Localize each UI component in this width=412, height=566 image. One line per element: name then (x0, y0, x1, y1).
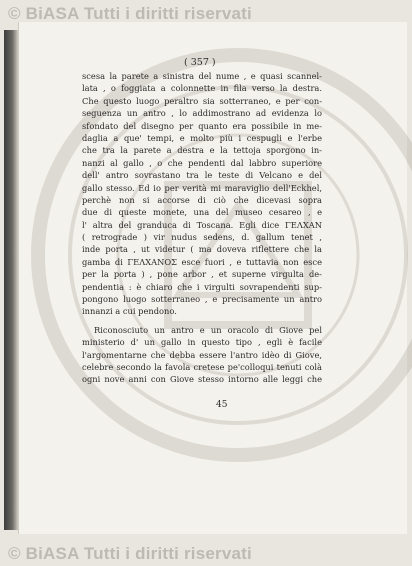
text-line: lata , o foggiata a colonnette in fila verso la destra. (82, 83, 322, 94)
text-line: dell' antro sovrastano tra le teste di Velcano e del (82, 170, 322, 181)
watermark-top: © BiASA Tutti i diritti riservati (8, 4, 252, 23)
text-line: l' altra del granduca di Toscana. Egli dice ΓΕΛΧΑΝ (82, 219, 322, 230)
paragraph-1 (82, 70, 322, 318)
text-line: pendentia : è chiaro che i virgulti sovrapendenti sup- (82, 281, 322, 292)
text-line: Che questo luogo peraltro sia sotterraneo, e per con- (82, 95, 322, 106)
text-line: innanzi a cui pendono. (82, 306, 177, 317)
text-line: daglia a que' tempi, e molto più i cespugli e l'erbe (82, 132, 322, 143)
body-text (82, 70, 322, 386)
text-line: che tra la parete a destra e la tettoja sporgono in- (82, 145, 322, 156)
paragraph-2 (82, 324, 322, 386)
text-line: Riconosciuto un antro e un oracolo di Giove pel (94, 324, 322, 335)
text-line: celebre secondo la favola cretese pe'colloqui tenuti colà (82, 361, 322, 372)
signature-mark: 45 (216, 400, 228, 410)
text-line: ( retrograde ) vir nudus sedens, d. gallum tenet , (82, 232, 322, 243)
watermark-bottom: © BiASA Tutti i diritti riservati (8, 544, 252, 563)
text-line: sfondato del disegno per quanto era possibile in me- (82, 120, 322, 131)
text-line: perchè non si accorse di ciò che dicevasi sopra (82, 194, 322, 205)
page-number: ( 357 ) (184, 57, 216, 68)
page-spine-shadow (4, 30, 18, 530)
text-line: inde porta , ut videtur ( ma doveva riflettere che la (82, 244, 322, 255)
text-line: gamba di ΓΕΛΧΑΝΟΣ esce fuori , e tuttavia non esce (82, 256, 322, 267)
text-line: ministerio d' un gallo in questo tipo , egli è facile (82, 337, 322, 348)
text-line: ogni nove anni con Giove stesso intorno alle leggi che (82, 374, 322, 385)
text-line: per la porta ) , pone arbor , et superne virgulta de- (82, 269, 322, 280)
text-line: scesa la parete a sinistra del nume , e quasi scannel- (82, 71, 322, 81)
text-line: seguenza un antro , lo addimostrano ad evidenza lo (82, 108, 322, 119)
text-line: gallo stesso. Ed io per verità mi maraviglio dell'Eckhel, (82, 182, 322, 193)
text-line: pongono luogo sotterraneo , e precisamente un antro (82, 294, 322, 305)
text-line: nanzi al gallo , o che pendenti dal labbro superiore (82, 157, 322, 168)
text-line: due di queste monete, una del museo cesareo , e (82, 207, 322, 218)
text-line: l'argomentarne che debba essere l'antro idèo di Giove, (82, 349, 322, 360)
